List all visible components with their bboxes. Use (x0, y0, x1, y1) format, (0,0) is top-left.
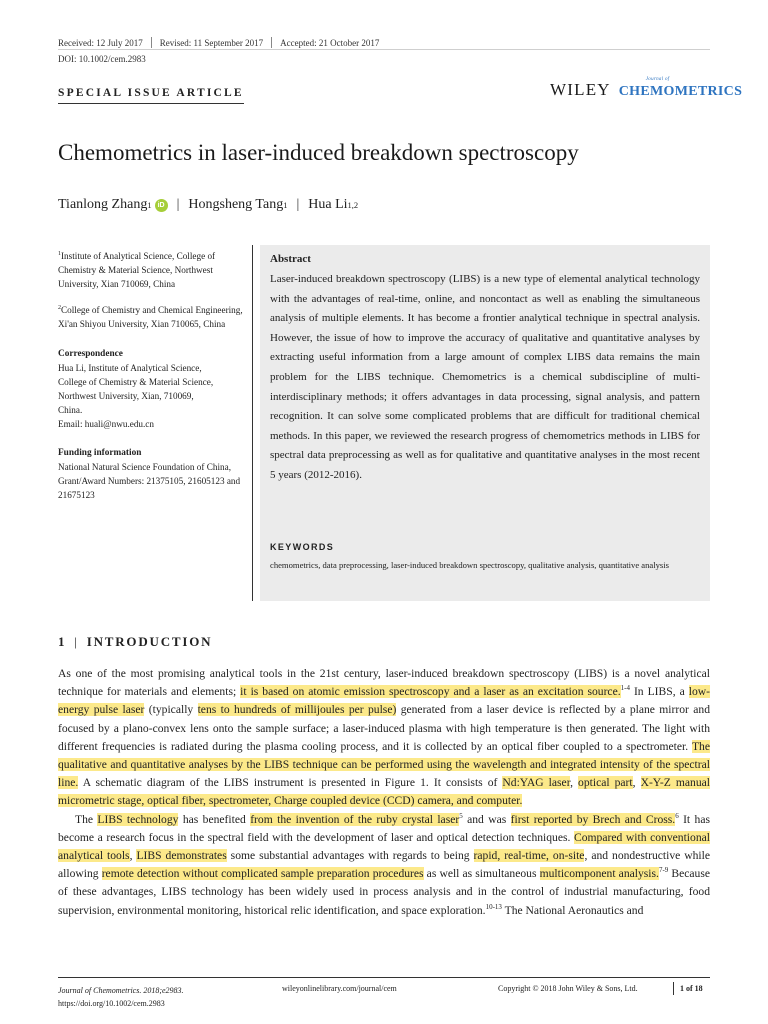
highlighted-text: LIBS demonstrates (136, 849, 227, 863)
citation-text: Journal of Chemometrics. 2018;e2983. (58, 986, 184, 995)
text-run: , (129, 849, 137, 863)
correspondence (58, 347, 246, 431)
received-date: Received: 12 July 2017 (58, 37, 143, 48)
text-run: as well as simultaneous (423, 867, 540, 881)
header-rule (58, 49, 710, 50)
keywords-heading: KEYWORDS (270, 542, 335, 552)
highlighted-text: tens to hundreds of millijoules per pulse) (197, 703, 397, 717)
citation-reference[interactable]: 5 (459, 811, 463, 820)
journal-citation (58, 984, 184, 997)
highlighted-text: remote detection without complicated sample preparation procedures (101, 867, 424, 881)
correspondence-line: China. (58, 405, 83, 416)
author-list (58, 197, 358, 213)
text-run: The (75, 812, 98, 826)
article-type: SPECIAL ISSUE ARTICLE (58, 87, 244, 99)
section-title: INTRODUCTION (86, 634, 213, 649)
correspondence-heading: Correspondence (58, 349, 123, 360)
affiliation (58, 301, 246, 331)
affiliation-number: 2 (58, 305, 61, 312)
text-run: , (632, 776, 641, 790)
journal-name: CHEMOMETRICS (618, 84, 743, 99)
citation-reference[interactable]: 7-9 (658, 866, 669, 875)
date-divider (151, 37, 152, 48)
footer-rule (58, 977, 710, 978)
highlighted-text: X-Y-Z manual micrometric stage, optical fiber, spectrometer, Charge coupled device (CCD) camera, and computer. (58, 776, 710, 808)
text-run: and was (462, 812, 511, 826)
citation-reference[interactable]: 10-13 (485, 902, 502, 911)
publisher-logo[interactable] (550, 77, 743, 100)
revised-date: Revised: 11 September 2017 (159, 37, 264, 48)
paragraph (58, 665, 710, 811)
keywords-text: chemometrics, data preprocessing, laser-induced breakdown spectroscopy, qualitative analysis, quantitative analysis (270, 560, 669, 570)
abstract-text: Laser-induced breakdown spectroscopy (LIBS) is a new type of elemental analytical technology with the advantages of real-time, online, and noncontact as well as enabling the simultaneous analysis of multiple elements. It has become a frontier analytical technique in spectral analysis. However, the issue of how to improve the accuracy of qualitative and quantitative analyses by extracting useful information from a large amount of complex LIBS data remains the main problem for the LIBS technique. Chemometrics is a chemical subdiscipline of multi-interdisciplinary methods; it offers advantages in data processing, signal analysis, and pattern recognition. It can solve some complicated problems that are difficult for traditional chemical methods. In this paper, we reviewed the research progress of chemometrics methods in LIBS for spectral data preprocessing as well as for qualitative and quantitative analyses in the most recent 5 years (2012-2016). (270, 273, 700, 481)
footer-divider (673, 982, 674, 995)
text-run: In LIBS, a (629, 685, 689, 699)
author-name[interactable]: Hongsheng Tang (188, 197, 284, 212)
highlighted-text: Compared with conventional analytical tools (58, 830, 710, 863)
author-affiliation-ref: 1 (147, 200, 152, 210)
author-affiliation-ref: 1 (283, 200, 288, 210)
section-heading (58, 634, 212, 650)
body-text (58, 665, 710, 920)
article-title: Chemometrics in laser-induced breakdown spectroscopy (58, 140, 579, 165)
citation-reference[interactable]: 1-4 (620, 684, 630, 693)
footer-citation (58, 984, 184, 1010)
column-divider (252, 245, 253, 601)
text-run: (typically (144, 703, 198, 717)
highlighted-text: LIBS technology (97, 812, 179, 826)
text-run: A schematic diagram of the LIBS instrument is presented in Figure 1. It consists of (78, 776, 503, 790)
doi[interactable]: DOI: 10.1002/cem.2983 (58, 54, 146, 64)
paragraph (58, 811, 710, 920)
highlighted-text: Nd:YAG laser (502, 776, 571, 790)
funding-text: National Natural Science Foundation of China, Grant/Award Numbers: 21375105, 21605123 and 21675123 (58, 462, 241, 501)
date-divider (271, 37, 272, 48)
wiley-wordmark: WILEY (550, 80, 611, 99)
abstract-heading: Abstract (270, 253, 311, 265)
highlighted-text: multicomponent analysis. (539, 867, 659, 881)
section-number: 1 (58, 634, 67, 649)
footer-copyright: Copyright © 2018 John Wiley & Sons, Ltd. (498, 984, 638, 993)
article-type-underline (58, 103, 244, 104)
highlighted-text: it is based on atomic emission spectroscopy and a laser as an excitation source. (240, 685, 621, 699)
text-run: It has become a research focus in the spectral field with the development of laser and optical detection techniques. (58, 812, 710, 844)
correspondence-line: Northwest University, Xian, 710069, (58, 391, 194, 402)
orcid-icon[interactable]: iD (155, 199, 168, 212)
text-run: generated from a laser device is reflected by a plane mirror and focused by a plano-convex lens onto the sample surface; a laser-induced plasma with high temperature is then generated. The light with different frequencies is radiated during the plasma cooling process, and it is collected by an optical fiber coupled to a spectrometer. (58, 703, 710, 753)
section-divider: | (74, 634, 79, 649)
text-run: , (570, 776, 579, 790)
correspondence-line: College of Chemistry & Material Science, (58, 377, 214, 388)
text-run: some substantial advantages with regards to being (226, 849, 474, 863)
highlighted-text: low-energy pulse laser (58, 685, 710, 717)
highlighted-text: from the invention of the ruby crystal laser (250, 812, 460, 826)
article-dates (58, 37, 379, 48)
highlighted-text: first reported by Brech and Cross. (510, 812, 676, 826)
highlighted-text: rapid, real-time, on-site (473, 849, 585, 863)
footer-website-link[interactable]: wileyonlinelibrary.com/journal/cem (282, 984, 397, 993)
affiliation-text: Institute of Analytical Science, College of Chemistry & Material Science, Northwest University, Xian 710069, China (58, 251, 216, 290)
journal-of-label: Journal of (645, 77, 670, 82)
author-affiliation-ref: 1,2 (347, 200, 359, 210)
author-name[interactable]: Hua Li (308, 197, 348, 212)
correspondence-email[interactable]: Email: huali@nwu.edu.cn (58, 419, 154, 430)
author-divider: | (176, 197, 180, 212)
funding-info (58, 446, 246, 502)
article-info-column (58, 247, 246, 513)
journal-logo (618, 77, 743, 100)
citation-reference[interactable]: 6 (675, 811, 679, 820)
text-run: The National Aeronautics and (501, 903, 644, 917)
footer-doi-link[interactable]: https://doi.org/10.1002/cem.2983 (58, 999, 165, 1008)
page-number: 1 of 18 (680, 984, 703, 993)
accepted-date: Accepted: 21 October 2017 (280, 37, 380, 48)
text-run: Because of these advantages, LIBS technology has been widely used in process analysis and in the control of industrial manufacturing, food supervision, environmental monitoring, historical relic identification, and space exploration. (58, 867, 711, 917)
text-run: has benefited (178, 812, 251, 826)
affiliation (58, 247, 246, 291)
text-run: , and nondestructive while allowing (58, 849, 711, 881)
highlighted-text: optical part (578, 776, 633, 790)
author-divider: | (296, 197, 300, 212)
author-name[interactable]: Tianlong Zhang (58, 197, 148, 212)
funding-heading: Funding information (58, 448, 142, 459)
highlighted-text: The qualitative and quantitative analyses by the LIBS technique can be performed using the wavelength and integrated intensity of the spectral line. (58, 739, 710, 790)
affiliation-text: College of Chemistry and Chemical Engineering, Xi'an Shiyou University, Xian 710065, China (58, 305, 243, 330)
affiliation-number: 1 (58, 251, 61, 257)
correspondence-line: Hua Li, Institute of Analytical Science, (58, 363, 202, 374)
text-run: As one of the most promising analytical tools in the 21st century, laser-induced breakdown spectroscopy (LIBS) is a novel analytical technique for materials and elements; (58, 667, 710, 699)
